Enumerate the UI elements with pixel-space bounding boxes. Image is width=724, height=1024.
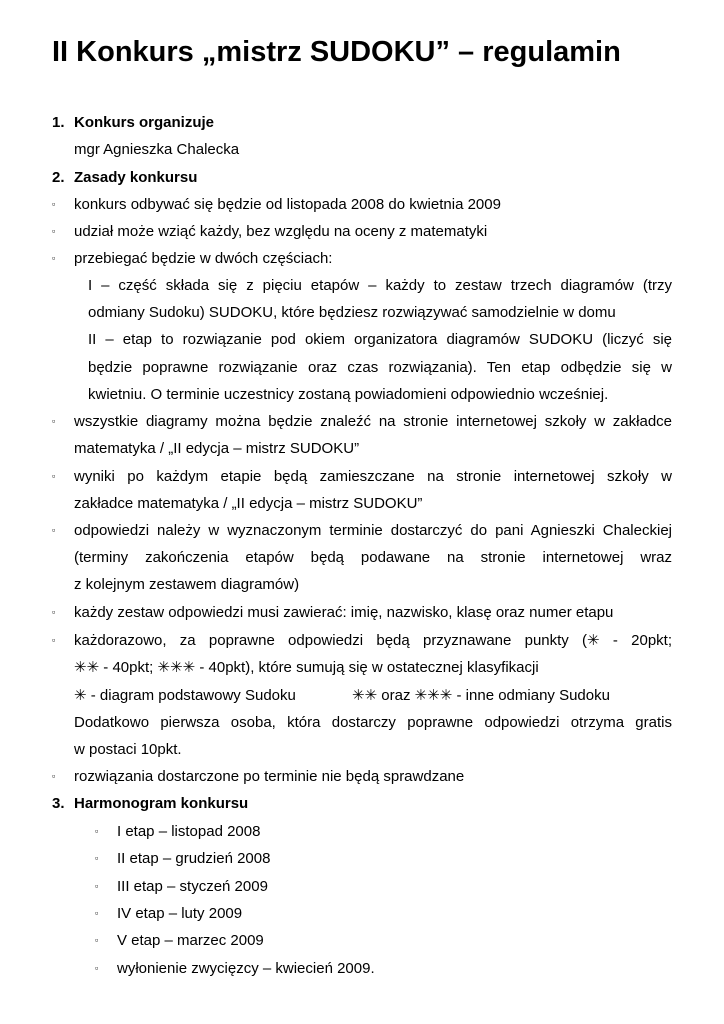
rule-answers-line-3: z kolejnym zestawem diagramów) — [74, 576, 300, 593]
rule-bonus-line-1: Dodatkowo pierwsza osoba, która dostarczy poprawne odpowiedzi otrzyma gratis — [74, 714, 672, 731]
rule-answers-line-1: odpowiedzi należy w wyznaczonym terminie dostarczyć do pani Agnieszki Chaleckiej — [74, 522, 672, 539]
rule-two-parts: przebiegać będzie w dwóch częściach: — [74, 250, 333, 267]
bullet-icon: ▫ — [95, 826, 99, 836]
schedule-item: II etap – grudzień 2008 — [117, 850, 271, 867]
legend-other-variants: ✳✳ oraz ✳✳✳ - inne odmiany Sudoku — [352, 687, 610, 704]
part-1-line-2: odmiany Sudoku) SUDOKU, które będziesz rozwiązywać samodzielnie w domu — [88, 304, 616, 321]
bullet-icon: ▫ — [52, 226, 56, 236]
rule-points-line-2: ✳✳ - 40pkt; ✳✳✳ - 40pkt), które sumują się w ostatecznej klasyfikacji — [74, 659, 539, 676]
legend-basic-sudoku: ✳ - diagram podstawowy Sudoku — [74, 687, 296, 704]
section-2-number: 2. — [52, 169, 65, 186]
part-1-line-1: I – część składa się z pięciu etapów – każdy to zestaw trzech diagramów (trzy — [88, 277, 672, 294]
schedule-item: V etap – marzec 2009 — [117, 932, 264, 949]
bullet-icon: ▫ — [52, 199, 56, 209]
bullet-icon: ▫ — [52, 471, 56, 481]
rule-results-line-2: zakładce matematyka / „II edycja – mistrz SUDOKU” — [74, 495, 423, 512]
rule-participation: udział może wziąć każdy, bez względu na oceny z matematyki — [74, 223, 488, 240]
rule-answer-contents: każdy zestaw odpowiedzi musi zawierać: imię, nazwisko, klasę oraz numer etapu — [74, 604, 614, 621]
section-3-number: 3. — [52, 795, 65, 812]
section-1-text: mgr Agnieszka Chalecka — [74, 141, 240, 158]
schedule-item: wyłonienie zwycięzcy – kwiecień 2009. — [117, 960, 375, 977]
schedule-item: I etap – listopad 2008 — [117, 823, 261, 840]
bullet-icon: ▫ — [52, 253, 56, 263]
rule-dates: konkurs odbywać się będzie od listopada 2008 do kwietnia 2009 — [74, 196, 501, 213]
rule-late-submissions: rozwiązania dostarczone po terminie nie będą sprawdzane — [74, 768, 465, 785]
part-2-line-3: kwietniu. O terminie uczestnicy zostaną powiadomieni odpowiednio wcześniej. — [88, 386, 609, 403]
schedule-item: III etap – styczeń 2009 — [117, 878, 268, 895]
bullet-icon: ▫ — [52, 635, 56, 645]
bullet-icon: ▫ — [52, 416, 56, 426]
schedule-item: IV etap – luty 2009 — [117, 905, 243, 922]
rule-answers-line-2: (terminy zakończenia etapów będą podawane na stronie internetowej wraz — [74, 549, 672, 566]
bullet-icon: ▫ — [95, 935, 99, 945]
section-1-number: 1. — [52, 114, 65, 131]
bullet-icon: ▫ — [95, 853, 99, 863]
section-2-heading: Zasady konkursu — [74, 169, 198, 186]
bullet-icon: ▫ — [95, 963, 99, 973]
bullet-icon: ▫ — [52, 525, 56, 535]
bullet-icon: ▫ — [95, 881, 99, 891]
part-2-line-2: będzie poprawne rozwiązanie oraz czas rozwiązania). Ten etap odbędzie się w — [88, 359, 672, 376]
rule-diagrams-line-2: matematyka / „II edycja – mistrz SUDOKU” — [74, 440, 360, 457]
rule-diagrams-line-1: wszystkie diagramy można będzie znaleźć na stronie internetowej szkoły w zakładce — [74, 413, 672, 430]
section-3-heading: Harmonogram konkursu — [74, 795, 249, 812]
part-2-line-1: II – etap to rozwiązanie pod okiem organizatora diagramów SUDOKU (liczyć się — [88, 331, 672, 348]
bullet-icon: ▫ — [52, 771, 56, 781]
rule-points-line-1: każdorazowo, za poprawne odpowiedzi będą przyznawane punkty (✳ - 20pkt; — [74, 632, 672, 649]
bullet-icon: ▫ — [95, 908, 99, 918]
page-title: II Konkurs „mistrz SUDOKU” – regulamin — [52, 36, 621, 68]
rule-bonus-line-2: w postaci 10pkt. — [74, 741, 182, 758]
rule-results-line-1: wyniki po każdym etapie będą zamieszczane na stronie internetowej szkoły w — [74, 468, 672, 485]
section-1-heading: Konkurs organizuje — [74, 114, 215, 131]
bullet-icon: ▫ — [52, 607, 56, 617]
